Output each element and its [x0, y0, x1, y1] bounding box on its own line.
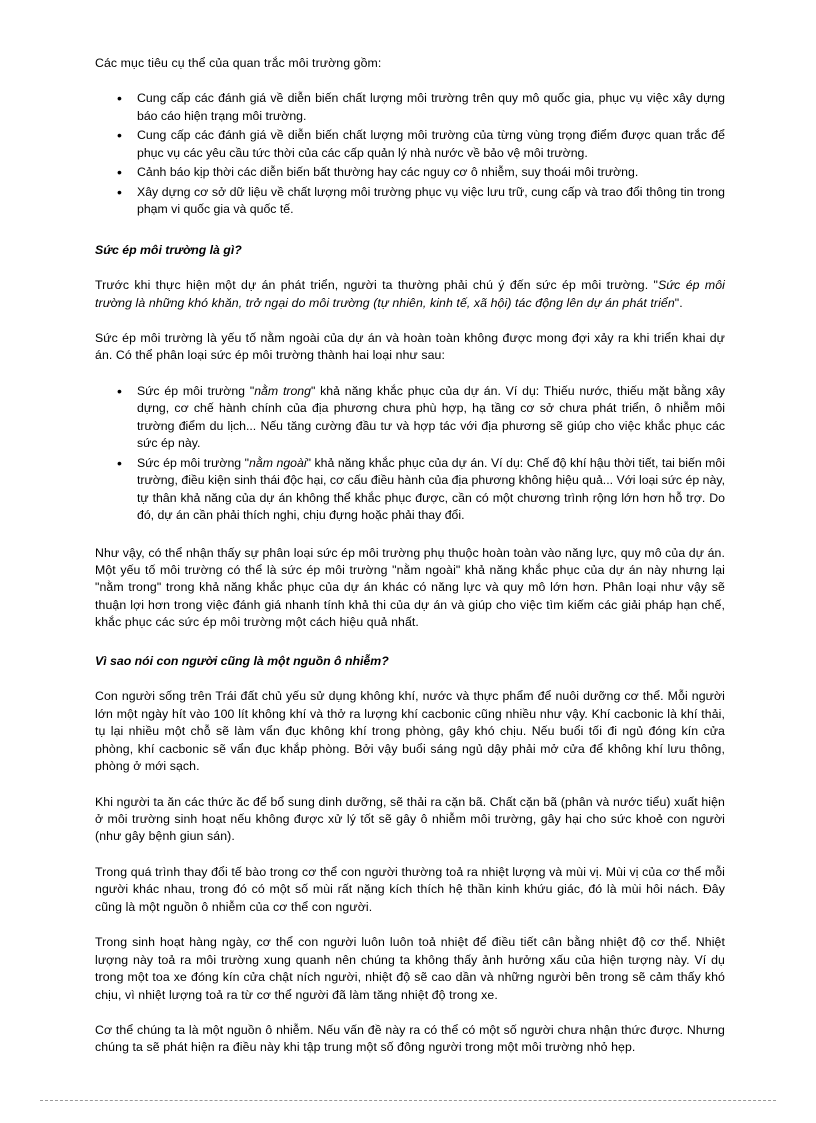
list-item: • Cung cấp các đánh giá về diễn biến chất lượng môi trường của từng vùng trọng điểm được quan trắc để phục vụ các yêu cầu tức thời của các cấp quản lý nhà nước về bảo vệ môi trường.: [117, 127, 725, 162]
section-heading-human-pollution: Vì sao nói con người cũng là một nguồn ô nhiễm?: [95, 653, 389, 668]
section2-paragraph-3: Trong quá trình thay đổi tế bào trong cơ thể con người thường toả ra nhiệt lượng và mùi vị. Mùi vị của cơ thể mỗi người khác nhau, trong đó có một số mùi rất nặng kích thích hệ thần kinh khứu giác, đó là mùi hôi nách. Đây cũng là một nguồn ô nhiễm của cơ thể con người.: [95, 864, 725, 914]
section2-paragraph-4: Trong sinh hoạt hàng ngày, cơ thể con người luôn luôn toả nhiệt để điều tiết cân bằng nhiệt độ cơ thể. Nhiệt lượng này toả ra môi trường xung quanh nên chúng ta không thấy ảnh hưởng xấu của hiện tượng này. Ví dụ trong một toa xe đóng kín cửa chật ních người, nhiệt độ sẽ cao dần và những người bên trong sẽ cảm thấy khó chịu, vì nhiệt lượng toả ra từ cơ thể người đã làm tăng nhiệt độ trong xe.: [95, 935, 725, 1002]
section1-paragraph-3: Như vậy, có thể nhận thấy sự phân loại sức ép môi trường phụ thuộc hoàn toàn vào năng lực, quy mô của dự án. Một yếu tố môi trường có thể là sức ép môi trường "nằm ngoài" khả năng khắc phục của dự án này nhưng lại "nằm trong" trong khả năng khắc phục của dự án khác có năng lực và quy mô lớn hơn. Phân loại như vậy sẽ thuận lợi hơn trong việc đánh giá nhanh tính khả thi của dự án và giúp cho việc tìm kiếm các giải pháp hạn chế, khắc phục các sức ép môi trường một cách hiệu quả nhất.: [95, 545, 725, 630]
objectives-list: [95, 90, 725, 218]
bullet-1-part-b: " khả năng khắc phục của dự án. Ví dụ: Thiếu nước, thiếu mặt bằng xây dựng, cơ chế hành chính của địa phương chưa phù hợp, hạ tầng cơ sở chưa phát triển, ô nhiễm môi trường điểm du lịch... Nếu tăng cường đầu tư và hợp tác với địa phương sẽ giúp cho việc khắc phục các sức ép này.: [137, 383, 725, 451]
section1-p1-part-b: ".: [674, 295, 683, 310]
list-item: • Xây dựng cơ sở dữ liệu về chất lượng môi trường phục vụ việc lưu trữ, cung cấp và trao đổi thông tin trong phạm vi quốc gia và quốc tế.: [117, 184, 725, 219]
list-item: • Cung cấp các đánh giá về diễn biến chất lượng môi trường trên quy mô quốc gia, phục vụ việc xây dựng báo cáo hiện trạng môi trường.: [117, 90, 725, 125]
bullet-2-emphasis: nằm ngoài: [249, 455, 307, 470]
section2-paragraph-1: Con người sống trên Trái đất chủ yếu sử dụng không khí, nước và thực phẩm để nuôi dưỡng cơ thể. Mỗi người lớn một ngày hít vào 100 lít không khí và thở ra lượng khí cacbonic cũng nhiều như vậy. Khí cacbonic là khí thải, tụ lại nhiều một chỗ sẽ làm vẩn đục không khí trong phòng, gây khó chịu. Nếu buổi tối đi ngủ đóng kín cửa phòng, khí cacbonic sẽ vẩn đục khắp phòng. Bởi vậy buổi sáng ngủ dậy phải mở cửa để không khí lưu thông, phòng ở mới sạch.: [95, 689, 725, 774]
section-heading-environmental-pressure: Sức ép môi trường là gì?: [95, 242, 242, 257]
bullet-2-part-a: Sức ép môi trường ": [137, 455, 250, 470]
document-body: [95, 55, 725, 1057]
list-item: • Cảnh báo kịp thời các diễn biến bất thường hay các nguy cơ ô nhiễm, suy thoái môi trường.: [117, 164, 725, 181]
section1-p1-quote: Sức ép môi trường là những khó khăn, trở ngại do môi trường (tự nhiên, kinh tế, xã hội) tác động lên dự án phát triển: [95, 278, 725, 310]
section1-paragraph-1: [95, 277, 725, 312]
section1-p1-part-a: Trước khi thực hiện một dự án phát triển, người ta thường phải chú ý đến sức ép môi trường. ": [95, 278, 658, 293]
bullet-1-part-a: Sức ép môi trường ": [137, 383, 255, 398]
list-item: [117, 383, 725, 453]
bullet-1-emphasis: nằm trong: [254, 383, 311, 398]
section1-paragraph-2: Sức ép môi trường là yếu tố nằm ngoài của dự án và hoàn toàn không được mong đợi xảy ra khi triển khai dự án. Có thể phân loại sức ép môi trường thành hai loại như sau:: [95, 330, 725, 363]
list-item: [117, 455, 725, 525]
bullet-2-part-b: " khả năng khắc phục của dự án. Ví dụ: Chế độ khí hậu thời tiết, tai biến môi trường, điều kiện sinh thái độc hại, cơ cấu điều hành của địa phương không hiệu quả... Với loại sức ép này, tự thân khả năng của dự án không thể khắc phục được, cần có một chương trình rộng lớn hơn hỗ trợ. Do đó, dự án cần phải thích nghi, chịu đựng hoặc phải thay đổi.: [137, 455, 726, 523]
section2-paragraph-5: Cơ thể chúng ta là một nguồn ô nhiễm. Nếu vấn đề này ra có thể có một số người chưa nhận thức được. Nhưng chúng ta sẽ phát hiện ra điều này khi tập trung một số đông người trong một môi trường nhỏ hẹp.: [95, 1023, 725, 1055]
pressure-types-list: [95, 383, 725, 525]
section2-paragraph-2: Khi người ta ăn các thức ăc để bổ sung dinh dưỡng, sẽ thải ra cặn bã. Chất cặn bã (phân và nước tiểu) xuất hiện ở môi trường sinh hoạt nếu không được xử lý tốt sẽ gây ô nhiễm môi trường, gây hại cho sức khoẻ con người (như gây bệnh giun sán).: [95, 794, 725, 844]
intro-paragraph: Các mục tiêu cụ thể của quan trắc môi trường gồm:: [95, 56, 382, 70]
footer-divider: [40, 1100, 776, 1101]
